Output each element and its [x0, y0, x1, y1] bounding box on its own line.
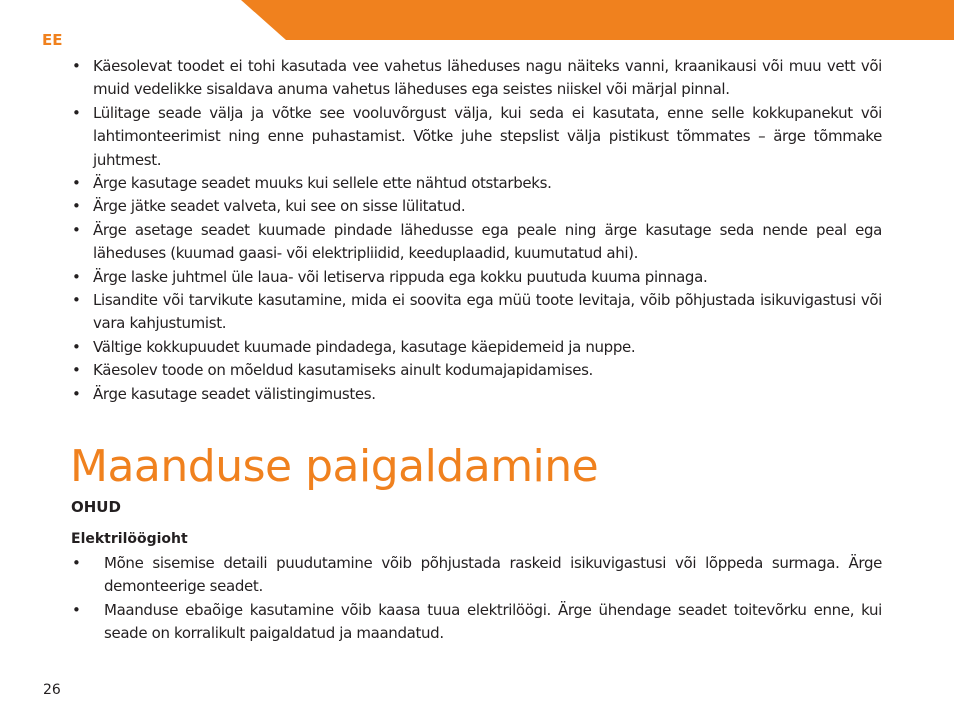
safety-instructions-list	[93, 55, 882, 406]
list-item: • Lisandite või tarvikute kasutamine, mida ei soovita ega müü toote levitaja, võib põhjustada isikuvigastusi või vara kahjustumist.	[93, 289, 882, 336]
list-item: • Ärge kasutage seadet muuks kui sellele ette nähtud otstarbeks.	[93, 172, 882, 195]
list-item: • Ärge jätke seadet valveta, kui see on sisse lülitatud.	[93, 195, 882, 218]
electric-shock-warnings-list	[104, 552, 882, 646]
hazard-type-label: Elektrilöögioht	[71, 531, 188, 547]
list-item: • Ärge asetage seadet kuumade pindade lähedusse ega peale ning ärge kasutage seda nende peal ega läheduses (kuumad gaasi- või elektripliidid, keeduplaadid, kuumutatud ahi).	[93, 219, 882, 266]
list-item: • Käesolevat toodet ei tohi kasutada vee vahetus läheduses nagu näiteks vanni, kraanikausi või muu vett või muid vedelikke sisaldava anuma vahetus läheduses ega seistes niiskel või märjal pinnal.	[93, 55, 882, 102]
list-item: • Ärge kasutage seadet välistingimustes.	[93, 383, 882, 406]
list-item: • Mõne sisemise detaili puudutamine võib põhjustada raskeid isikuvigastusi või lõppeda surmaga. Ärge demonteerige seadet.	[104, 552, 882, 599]
hazard-heading: OHUD	[71, 498, 121, 516]
page-number: 26	[43, 682, 61, 698]
list-item: • Vältige kokkupuudet kuumade pindadega, kasutage käepidemeid ja nuppe.	[93, 336, 882, 359]
header-banner	[0, 0, 954, 40]
list-item: • Maanduse ebaõige kasutamine võib kaasa tuua elektrilöögi. Ärge ühendage seadet toitevõrku enne, kui seade on korralikult paigaldatud ja maandatud.	[104, 599, 882, 646]
language-code: EE	[42, 31, 63, 49]
list-item: • Lülitage seade välja ja võtke see vooluvõrgust välja, kui seda ei kasutata, enne selle kokkupanekut või lahtimonteerimist ning enne puhastamist. Võtke juhe stepslist välja pistikust tõmmates – ärge tõmmake juhtmest.	[93, 102, 882, 172]
section-title: Maanduse paigaldamine	[70, 441, 599, 492]
list-item: • Ärge laske juhtmel üle laua- või letiserva rippuda ega kokku puutuda kuuma pinnaga.	[93, 266, 882, 289]
list-item: • Käesolev toode on mõeldud kasutamiseks ainult kodumajapidamises.	[93, 359, 882, 382]
